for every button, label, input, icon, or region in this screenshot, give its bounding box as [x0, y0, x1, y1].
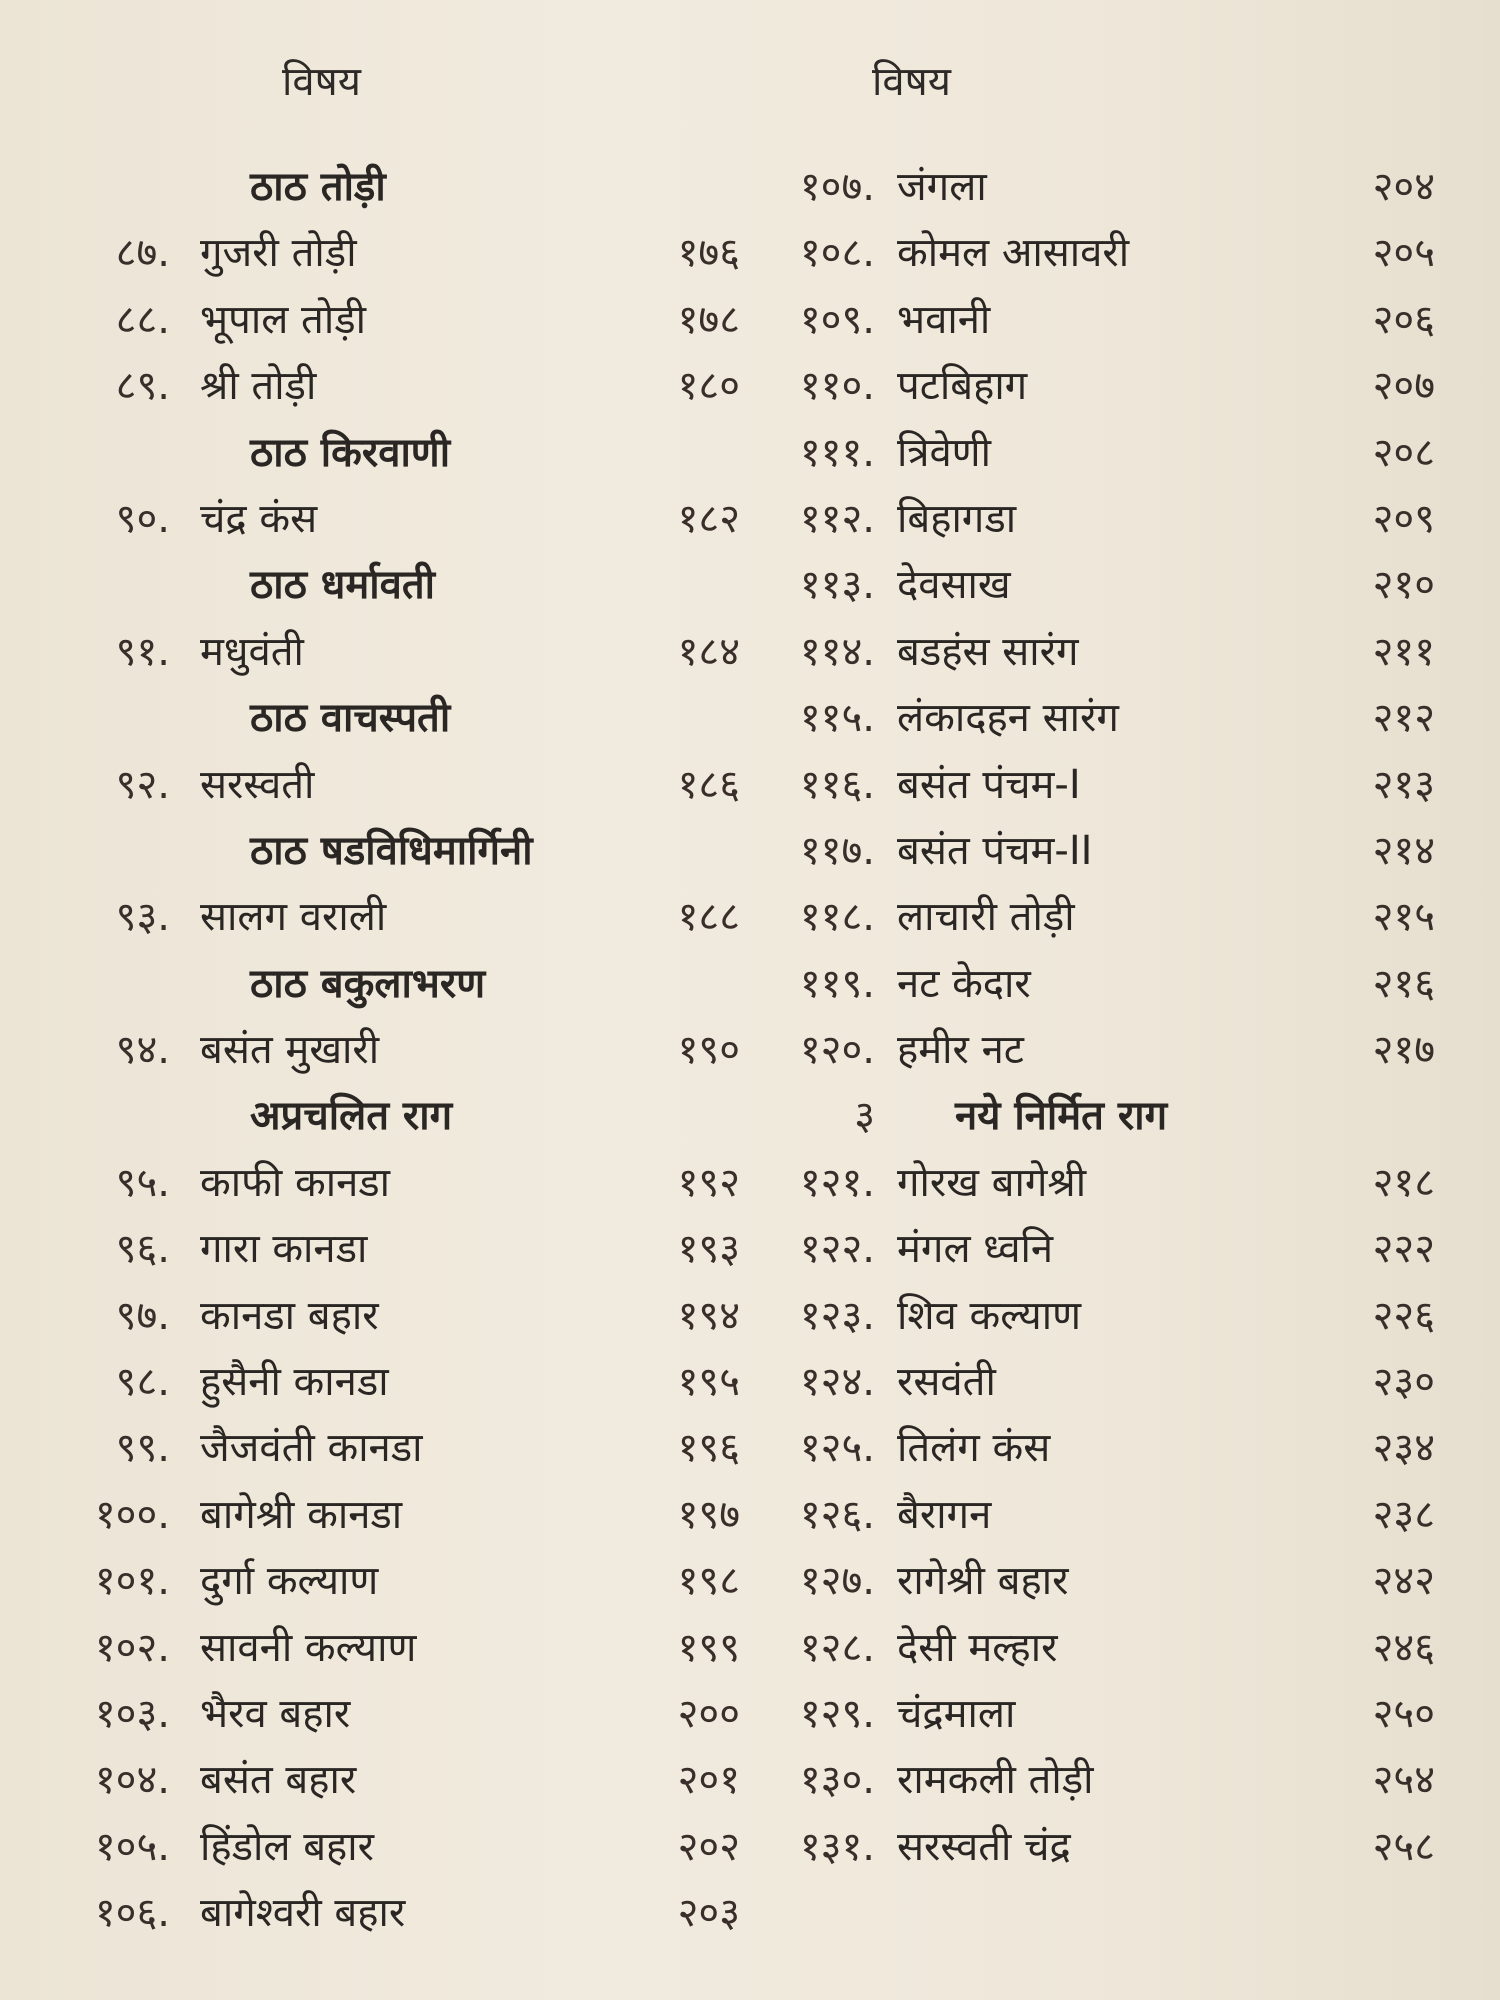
entry-page-number: २४६	[1372, 1624, 1435, 1671]
section-title: अप्रचलित राग	[250, 1093, 453, 1140]
entry-page-number: १९२	[677, 1159, 740, 1206]
contents-entry	[60, 1615, 740, 1681]
entry-page-number: २१८	[1372, 1159, 1435, 1206]
entry-name: हुसैनी कानडा	[200, 1359, 389, 1406]
entry-page-number: २२२	[1372, 1226, 1435, 1273]
entry-page-number: १८८	[677, 894, 740, 941]
entry-page-number: २०१	[677, 1757, 740, 1804]
entry-page-number: २१६	[1372, 960, 1435, 1007]
section-heading	[755, 1083, 1435, 1149]
entry-page-number: २५८	[1372, 1823, 1435, 1870]
entry-name: बसंत मुखारी	[200, 1027, 380, 1074]
entry-name: तिलंग कंस	[897, 1425, 1051, 1472]
contents-entry	[60, 1482, 740, 1548]
entry-page-number: १९५	[677, 1359, 740, 1406]
entry-number: १०५.	[94, 1823, 170, 1870]
entry-name: चंद्र कंस	[200, 495, 318, 542]
section-title: नये निर्मित राग	[955, 1093, 1168, 1140]
contents-entry	[755, 1283, 1435, 1349]
entry-number: १११.	[799, 429, 875, 476]
entry-name: मंगल ध्वनि	[897, 1226, 1054, 1273]
entry-page-number: १७६	[677, 230, 740, 277]
entry-number: १२०.	[799, 1027, 875, 1074]
entry-page-number: २३४	[1372, 1425, 1435, 1472]
section-heading	[60, 951, 740, 1017]
entry-page-number: २३८	[1372, 1491, 1435, 1538]
entry-page-number: २१७	[1372, 1027, 1435, 1074]
entry-name: काफी कानडा	[200, 1159, 391, 1206]
entry-name: बागेश्वरी बहार	[200, 1890, 406, 1937]
section-heading	[60, 552, 740, 618]
entry-page-number: १९९	[677, 1624, 740, 1671]
contents-entry	[60, 1017, 740, 1083]
entry-number: ११४.	[799, 628, 875, 675]
entry-name: कानडा बहार	[200, 1292, 379, 1339]
section-heading	[60, 154, 740, 220]
entry-number: ९४.	[115, 1027, 170, 1074]
contents-entry	[60, 1681, 740, 1747]
contents-entry	[755, 1615, 1435, 1681]
entry-page-number: २५०	[1372, 1690, 1435, 1737]
contents-entry	[60, 220, 740, 286]
entry-name: त्रिवेणी	[897, 429, 991, 476]
section-heading	[60, 818, 740, 884]
entry-number: ९६.	[115, 1226, 170, 1273]
entry-number: ११०.	[799, 363, 875, 410]
entry-number: ११७.	[799, 827, 875, 874]
entry-number: १२६.	[799, 1491, 875, 1538]
contents-entry	[60, 619, 740, 685]
entry-page-number: २३०	[1372, 1359, 1435, 1406]
contents-entry	[60, 287, 740, 353]
entry-name: भैरव बहार	[200, 1690, 351, 1737]
contents-column-left	[60, 154, 740, 1947]
contents-entry	[755, 220, 1435, 286]
contents-entry	[60, 1814, 740, 1880]
entry-number: ९१.	[115, 628, 170, 675]
section-heading	[60, 1083, 740, 1149]
contents-entry	[60, 1216, 740, 1282]
entry-page-number: २०६	[1372, 296, 1435, 343]
entry-name: देसी मल्हार	[897, 1624, 1058, 1671]
contents-entry	[755, 287, 1435, 353]
entry-name: भूपाल तोड़ी	[200, 296, 366, 343]
entry-number: १०४.	[94, 1757, 170, 1804]
entry-name: सालग वराली	[200, 894, 387, 941]
entry-page-number: १९०	[677, 1027, 740, 1074]
contents-entry	[755, 619, 1435, 685]
entry-name: रसवंती	[897, 1359, 996, 1406]
entry-name: बडहंस सारंग	[897, 628, 1079, 675]
contents-entry	[755, 1415, 1435, 1481]
entry-page-number: २१४	[1372, 827, 1435, 874]
entry-page-number: १७८	[677, 296, 740, 343]
entry-name: सरस्वती चंद्र	[897, 1823, 1071, 1870]
entry-name: गारा कानडा	[200, 1226, 368, 1273]
entry-name: श्री तोड़ी	[200, 363, 317, 410]
entry-number: ११८.	[799, 894, 875, 941]
entry-name: सरस्वती	[200, 761, 315, 808]
entry-name: कोमल आसावरी	[897, 230, 1130, 277]
contents-entry	[60, 1349, 740, 1415]
section-heading	[60, 685, 740, 751]
entry-name: हिंडोल बहार	[200, 1823, 374, 1870]
entry-page-number: २०३	[677, 1890, 740, 1937]
entry-name: शिव कल्याण	[897, 1292, 1081, 1339]
entry-name: बसंत पंचम-I	[897, 761, 1081, 808]
contents-entry	[60, 884, 740, 950]
contents-entry	[755, 818, 1435, 884]
entry-page-number: १८६	[677, 761, 740, 808]
contents-entry	[60, 1548, 740, 1614]
entry-number: १०२.	[94, 1624, 170, 1671]
contents-entry	[60, 1415, 740, 1481]
entry-name: देवसाख	[897, 562, 1011, 609]
contents-entry	[60, 752, 740, 818]
entry-number: १२७.	[799, 1558, 875, 1605]
entry-number: ९९.	[115, 1425, 170, 1472]
contents-column-right	[755, 154, 1435, 1880]
entry-page-number: २००	[677, 1690, 740, 1737]
entry-page-number: २११	[1372, 628, 1435, 675]
section-title: ठाठ बकुलाभरण	[250, 960, 486, 1007]
entry-name: भवानी	[897, 296, 991, 343]
entry-name: जैजवंती कानडा	[200, 1425, 423, 1472]
entry-name: नट केदार	[897, 960, 1031, 1007]
entry-number: १२८.	[799, 1624, 875, 1671]
entry-name: गुजरी तोड़ी	[200, 230, 357, 277]
entry-number: १२४.	[799, 1359, 875, 1406]
entry-name: सावनी कल्याण	[200, 1624, 417, 1671]
section-heading	[60, 420, 740, 486]
entry-name: दुर्गा कल्याण	[200, 1558, 379, 1605]
entry-page-number: १९४	[677, 1292, 740, 1339]
entry-page-number: २०७	[1372, 363, 1435, 410]
contents-entry	[755, 1216, 1435, 1282]
entry-number: १२२.	[799, 1226, 875, 1273]
contents-entry	[60, 486, 740, 552]
contents-entry	[60, 1283, 740, 1349]
entry-number: ८९.	[115, 363, 170, 410]
entry-name: गोरख बागेश्री	[897, 1159, 1087, 1206]
entry-page-number: १८४	[677, 628, 740, 675]
contents-entry	[755, 1349, 1435, 1415]
entry-number: ८८.	[115, 296, 170, 343]
entry-page-number: १९३	[677, 1226, 740, 1273]
entry-page-number: २०२	[677, 1823, 740, 1870]
entry-number: १०७.	[799, 164, 875, 210]
column-header-right: विषय	[872, 59, 951, 105]
entry-number: १२९.	[799, 1690, 875, 1737]
contents-entry	[755, 486, 1435, 552]
entry-page-number: १८२	[677, 495, 740, 542]
contents-entry	[60, 1150, 740, 1216]
contents-entry	[755, 1150, 1435, 1216]
entry-page-number: २१३	[1372, 761, 1435, 808]
entry-page-number: २१५	[1372, 894, 1435, 941]
section-number: ३	[854, 1093, 875, 1140]
entry-number: १०९.	[799, 296, 875, 343]
entry-name: लंकादहन सारंग	[897, 695, 1119, 742]
contents-entry	[755, 1017, 1435, 1083]
entry-number: ११२.	[799, 495, 875, 542]
entry-number: १२३.	[799, 1292, 875, 1339]
entry-name: रामकली तोड़ी	[897, 1757, 1094, 1804]
entry-number: ९०.	[115, 495, 170, 542]
entry-number: १०८.	[799, 230, 875, 277]
entry-number: ११६.	[799, 761, 875, 808]
entry-number: ९५.	[115, 1159, 170, 1206]
entry-name: बसंत पंचम-II	[897, 827, 1093, 874]
contents-entry	[755, 884, 1435, 950]
entry-number: १०३.	[94, 1690, 170, 1737]
entry-number: ८७.	[115, 230, 170, 277]
contents-entry	[755, 1482, 1435, 1548]
entry-page-number: १९७	[677, 1491, 740, 1538]
entry-page-number: २०८	[1372, 429, 1435, 476]
entry-number: १००.	[94, 1491, 170, 1538]
entry-number: ९७.	[115, 1292, 170, 1339]
entry-name: हमीर नट	[897, 1027, 1024, 1074]
column-header-left: विषय	[282, 59, 361, 105]
entry-name: बसंत बहार	[200, 1757, 357, 1804]
entry-number: १३१.	[799, 1823, 875, 1870]
entry-name: चंद्रमाला	[897, 1690, 1016, 1737]
contents-entry	[755, 1681, 1435, 1747]
contents-entry	[60, 1880, 740, 1946]
entry-page-number: २१२	[1372, 695, 1435, 742]
entry-page-number: २१०	[1372, 562, 1435, 609]
entry-number: ९२.	[115, 761, 170, 808]
section-title: ठाठ वाचस्पती	[250, 695, 451, 742]
entry-page-number: १८०	[677, 363, 740, 410]
entry-page-number: २२६	[1372, 1292, 1435, 1339]
entry-page-number: २५४	[1372, 1757, 1435, 1804]
entry-number: ९३.	[115, 894, 170, 941]
entry-number: ९८.	[115, 1359, 170, 1406]
entry-name: बैरागन	[897, 1491, 992, 1538]
entry-name: मधुवंती	[200, 628, 304, 675]
contents-entry	[755, 154, 1435, 220]
section-title: ठाठ किरवाणी	[250, 429, 451, 476]
contents-entry	[755, 552, 1435, 618]
contents-entry	[60, 1747, 740, 1813]
section-title: ठाठ तोड़ी	[250, 164, 386, 210]
entry-number: १०६.	[94, 1890, 170, 1937]
entry-name: बागेश्री कानडा	[200, 1491, 403, 1538]
contents-entry	[755, 752, 1435, 818]
entry-page-number: १९६	[677, 1425, 740, 1472]
entry-name: जंगला	[897, 164, 987, 210]
entry-number: ११९.	[799, 960, 875, 1007]
entry-page-number: २४२	[1372, 1558, 1435, 1605]
contents-entry	[755, 1747, 1435, 1813]
entry-number: १३०.	[799, 1757, 875, 1804]
contents-entry	[60, 353, 740, 419]
section-title: ठाठ धर्मावती	[250, 562, 436, 609]
entry-number: १२१.	[799, 1159, 875, 1206]
entry-page-number: २०४	[1372, 164, 1435, 210]
entry-number: १०१.	[94, 1558, 170, 1605]
entry-name: पटबिहाग	[897, 363, 1028, 410]
entry-page-number: २०९	[1372, 495, 1435, 542]
entry-number: १२५.	[799, 1425, 875, 1472]
contents-entry	[755, 420, 1435, 486]
entry-name: रागेश्री बहार	[897, 1558, 1069, 1605]
contents-entry	[755, 1548, 1435, 1614]
entry-page-number: २०५	[1372, 230, 1435, 277]
entry-number: ११५.	[799, 695, 875, 742]
section-title: ठाठ षडविधिमार्गिनी	[250, 827, 533, 874]
contents-entry	[755, 1814, 1435, 1880]
contents-entry	[755, 685, 1435, 751]
entry-name: बिहागडा	[897, 495, 1017, 542]
entry-page-number: १९८	[677, 1558, 740, 1605]
contents-entry	[755, 353, 1435, 419]
entry-number: ११३.	[799, 562, 875, 609]
entry-name: लाचारी तोड़ी	[897, 894, 1075, 941]
contents-entry	[755, 951, 1435, 1017]
